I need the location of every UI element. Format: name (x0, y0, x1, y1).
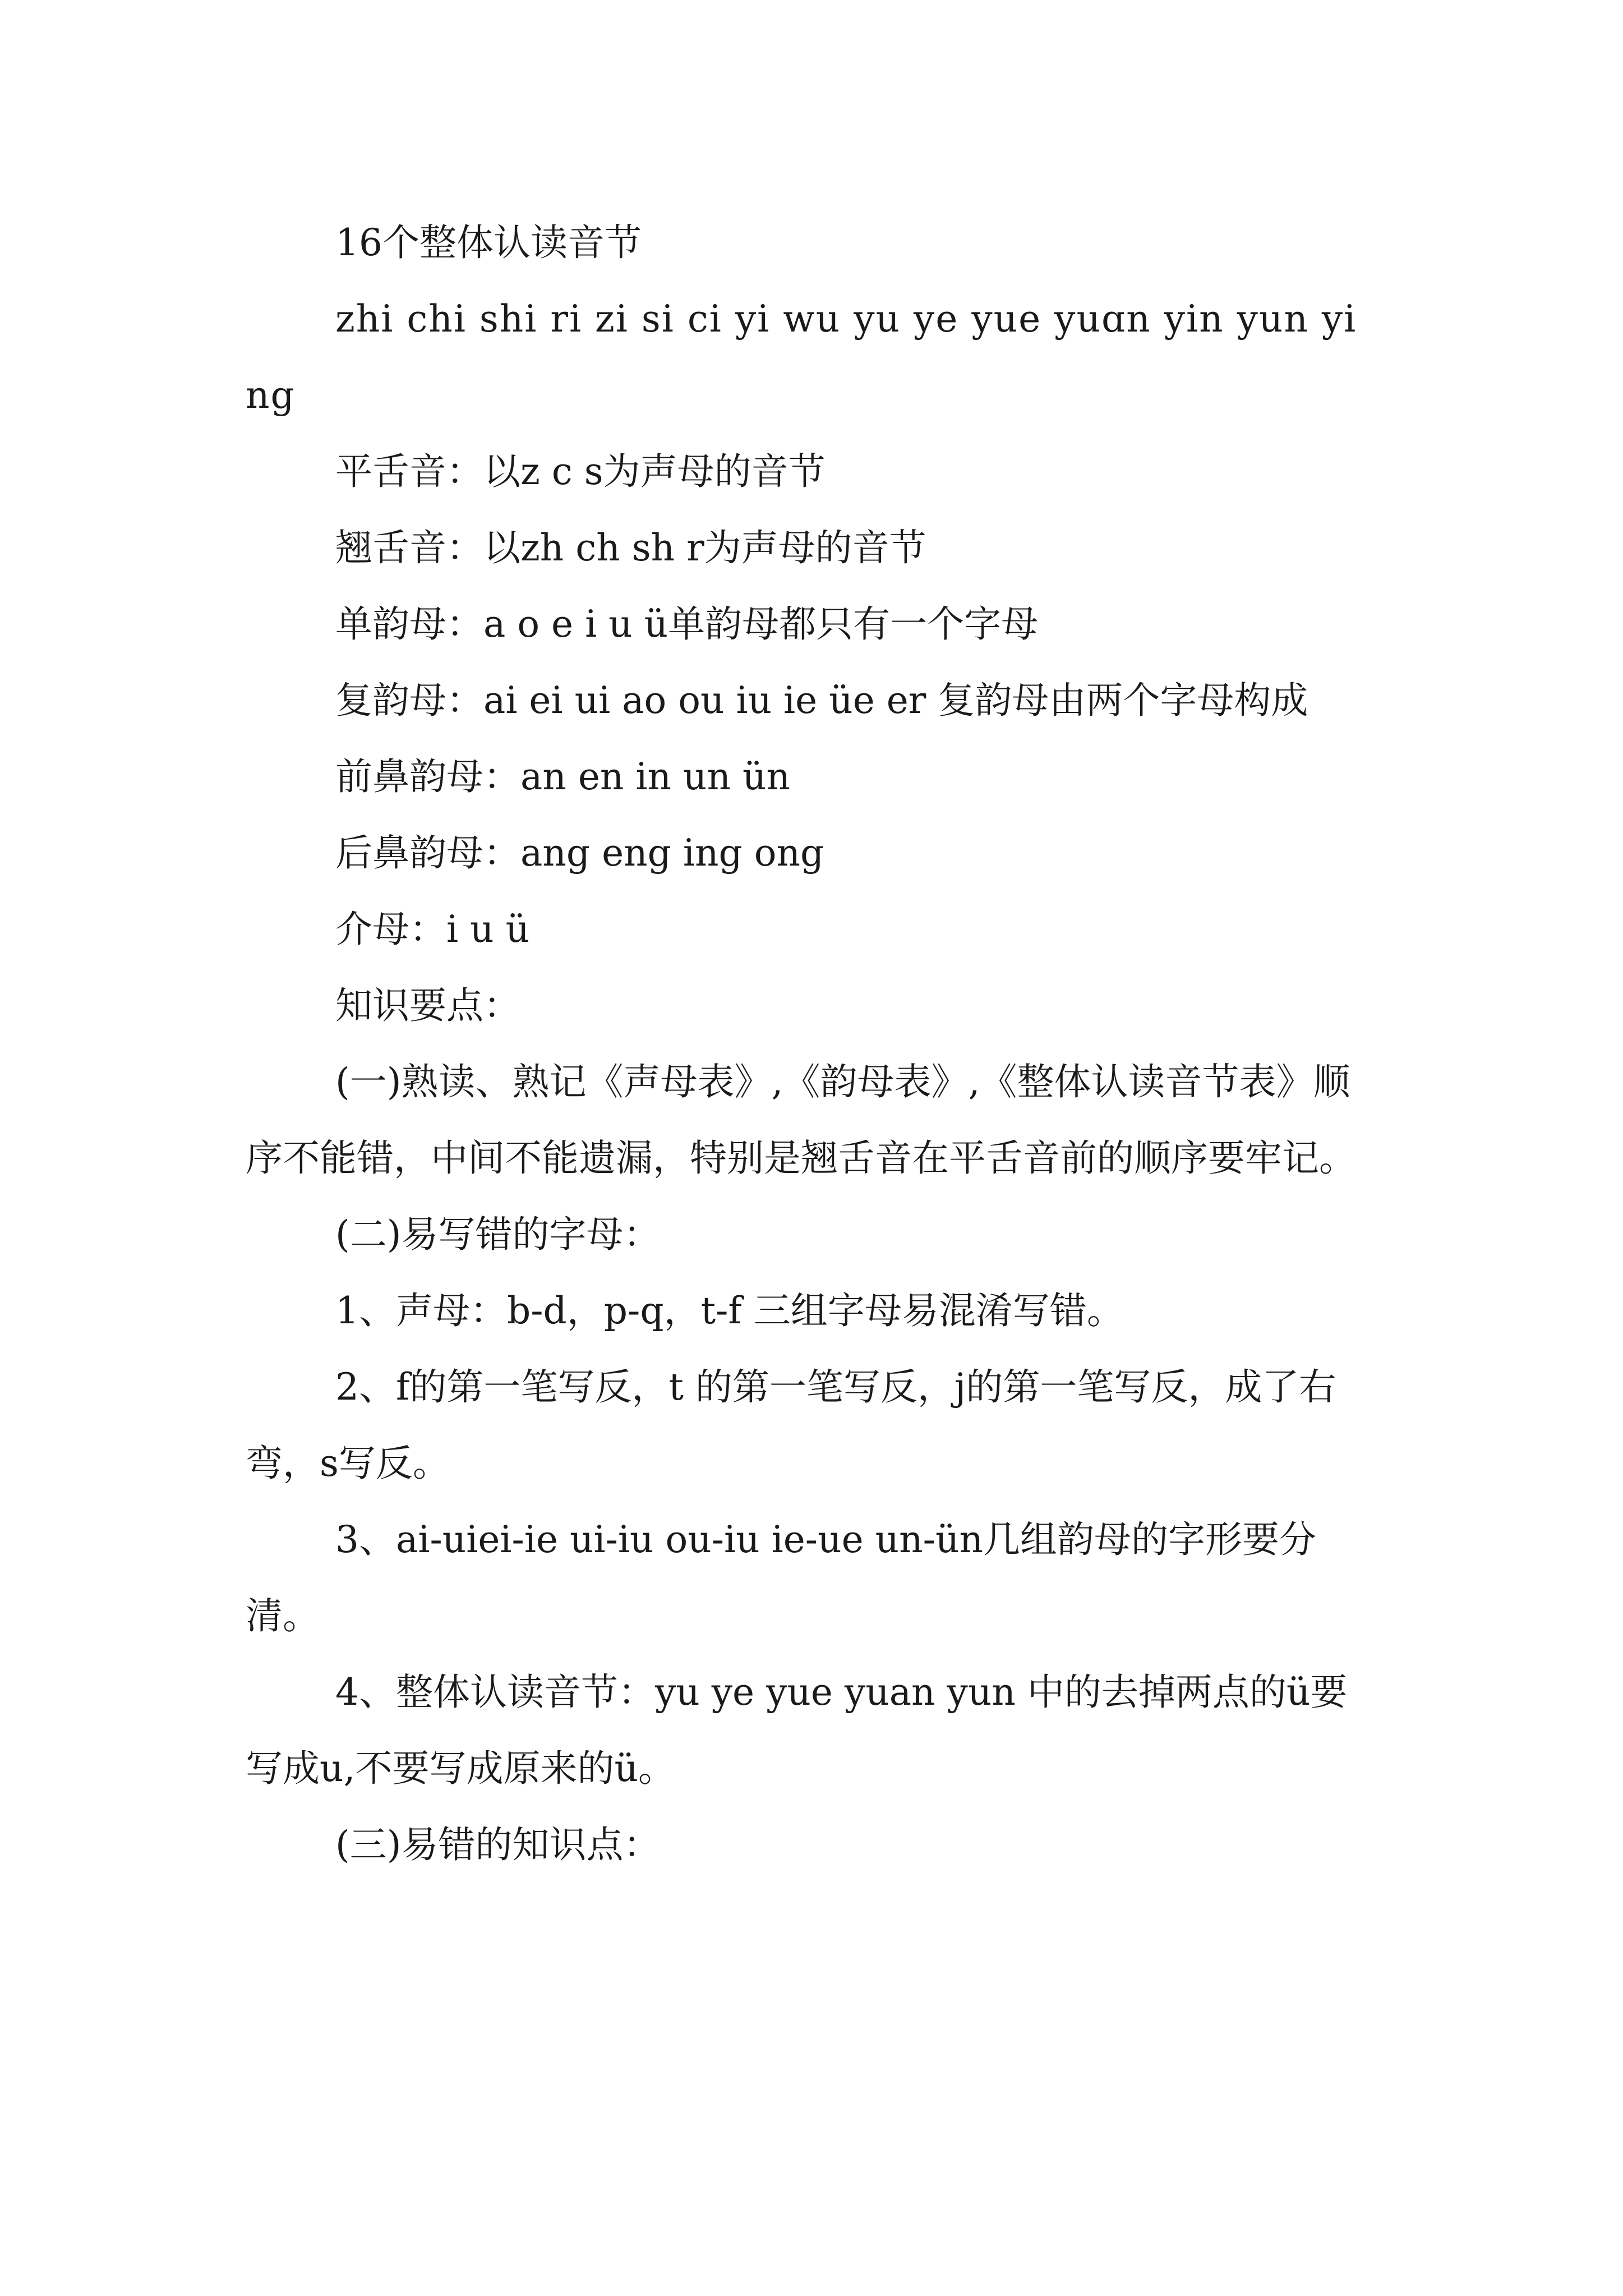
paragraph-whole-syllables-list: zhi chi shi ri zi si ci yi wu yu ye yue yuɑn yin yun ying (246, 297, 1357, 417)
paragraph-compound-finals: 复韵母：ai ei ui ao ou iu ie üe er 复韵母由两个字母构成 (335, 679, 1308, 722)
paragraph-point-two-heading: (二)易写错的字母： (335, 1213, 661, 1256)
paragraph-point-two-item-3: 3、ai-uiei-ie ui-iu ou-iu ie-ue un-ün几组韵母的字形要分清。 (246, 1518, 1316, 1637)
paragraph-point-three-heading: (三)易错的知识点： (335, 1823, 661, 1866)
paragraph-medials: 介母：i u ü (335, 908, 530, 951)
paragraph-point-one: (一)熟读、熟记《声母表》,《韵母表》,《整体认读音节表》顺序不能错，中间不能遗漏，特别是翘舌音在平舌音前的顺序要牢记。 (246, 1060, 1356, 1180)
paragraph-key-points-heading: 知识要点： (335, 984, 520, 1027)
paragraph-back-nasal-finals: 后鼻韵母：ang eng ing ong (335, 831, 824, 875)
paragraph-point-two-item-2: 2、f的第一笔写反，t 的第一笔写反，j的第一笔写反，成了右弯，s写反。 (246, 1365, 1336, 1485)
paragraph-point-two-item-1: 1、声母：b-d，p-q，t-f 三组字母易混淆写错。 (335, 1289, 1124, 1332)
paragraph-flat-tongue: 平舌音：以z c s为声母的音节 (335, 450, 826, 493)
paragraph-title-whole-syllables: 16个整体认读音节 (335, 221, 642, 264)
paragraph-front-nasal-finals: 前鼻韵母：an en in un ün (335, 755, 790, 798)
paragraph-simple-finals: 单韵母：a o e i u ü单韵母都只有一个字母 (335, 602, 1039, 646)
paragraph-retroflex: 翘舌音：以zh ch sh r为声母的音节 (335, 526, 926, 569)
document-body (246, 205, 1377, 1883)
paragraph-point-two-item-4: 4、整体认读音节：yu ye yue yuan yun 中的去掉两点的ü要写成u,不要写成原来的ü。 (246, 1671, 1348, 1790)
